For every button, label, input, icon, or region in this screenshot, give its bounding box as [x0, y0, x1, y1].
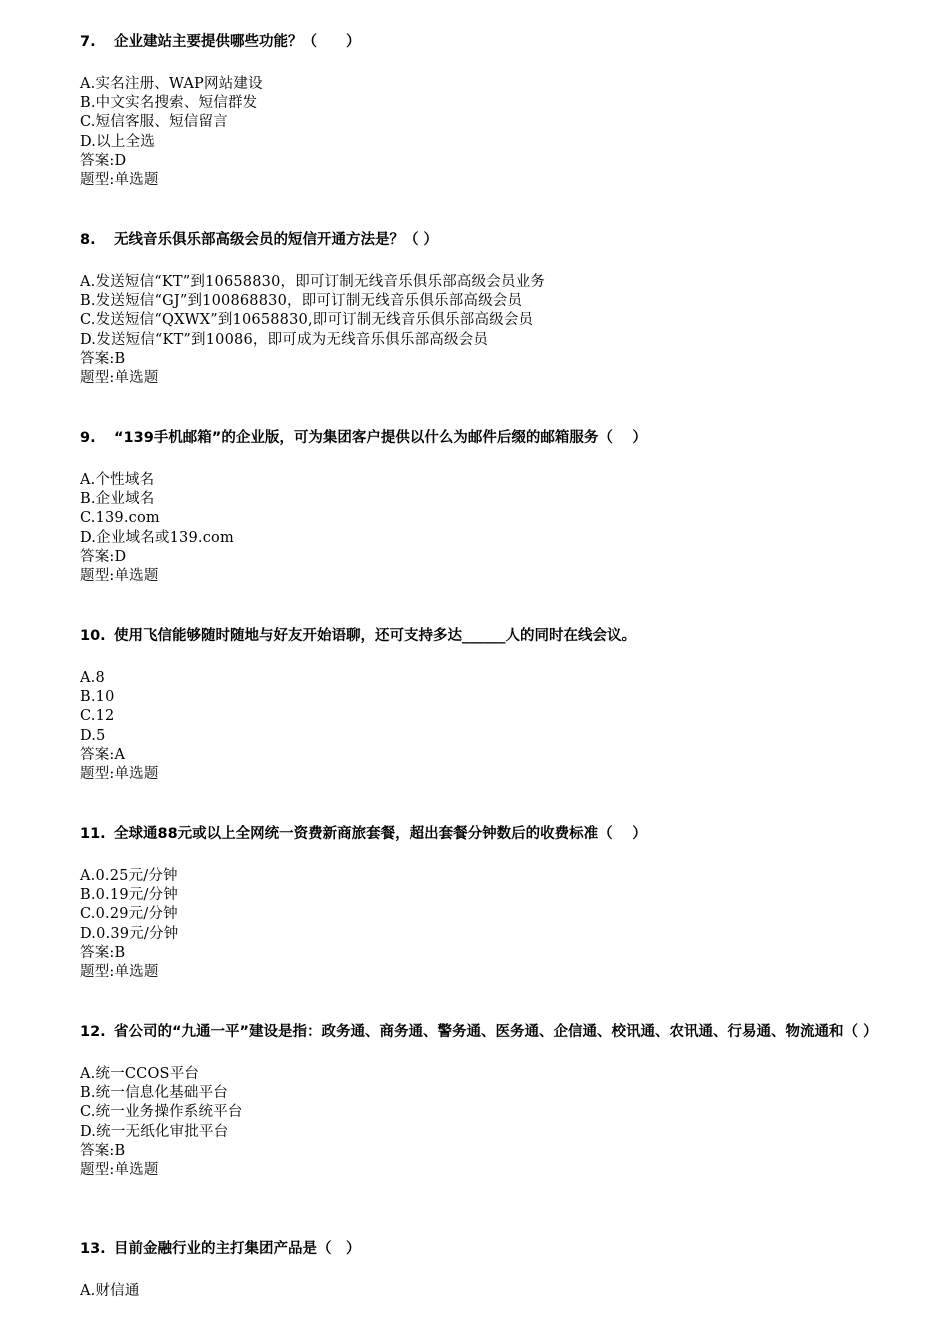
answer-line: 答案:B	[80, 1142, 126, 1159]
question-type-line: 题型:单选题	[80, 172, 159, 189]
question-number: 13.	[80, 1241, 106, 1257]
question-text: 使用飞信能够随时随地与好友开始语聊，还可支持多达______人的同时在线会议。	[114, 628, 636, 644]
question-number: 8.	[80, 232, 96, 248]
question-title	[80, 627, 930, 646]
question-number: 12.	[80, 1024, 106, 1040]
option-d: D.5	[80, 727, 106, 744]
options-list	[80, 1065, 930, 1180]
option-a: A.财信通	[80, 1283, 140, 1299]
option-c: C.12	[80, 708, 115, 725]
option-a: A.统一CCOS平台	[80, 1066, 200, 1082]
question-text: 无线音乐俱乐部高级会员的短信开通方法是？（ ）	[114, 232, 439, 248]
option-a: A.0.25元/分钟	[80, 868, 178, 884]
question-text: “139手机邮箱”的企业版，可为集团客户提供以什么为邮件后缀的邮箱服务（ ）	[114, 430, 647, 446]
option-d: D.企业域名或139.com	[80, 529, 234, 546]
option-b: B.企业域名	[80, 491, 155, 508]
option-c: C.短信客服、短信留言	[80, 114, 228, 131]
question-text: 省公司的“九通一平”建设是指：政务通、商务通、警务通、医务通、企信通、校讯通、农讯通、行易通、物流通和（ ）	[114, 1024, 878, 1040]
question-type-line: 题型:单选题	[80, 964, 159, 981]
option-b: B.发送短信“GJ”到100868830，即可订制无线音乐俱乐部高级会员	[80, 293, 523, 310]
question-number: 7.	[80, 34, 96, 50]
answer-line: 答案:B	[80, 350, 126, 367]
question-text: 目前金融行业的主打集团产品是（ ）	[114, 1241, 361, 1257]
option-d: D.统一无纸化审批平台	[80, 1123, 229, 1140]
question-9	[80, 429, 930, 586]
question-7	[80, 33, 930, 190]
question-text: 全球通88元或以上全网统一资费新商旅套餐，超出套餐分钟数后的收费标准（ ）	[114, 826, 647, 842]
question-text: 企业建站主要提供哪些功能？（ ）	[114, 34, 361, 50]
option-a: A.实名注册、WAP网站建设	[80, 76, 263, 92]
answer-line: 答案:A	[80, 746, 126, 763]
option-a: A.个性域名	[80, 472, 155, 488]
question-title	[80, 33, 930, 52]
answer-line: 答案:D	[80, 152, 127, 169]
answer-line: 答案:B	[80, 944, 126, 961]
question-title	[80, 1240, 930, 1259]
option-d: D.0.39元/分钟	[80, 925, 179, 942]
option-c: C.139.com	[80, 510, 160, 527]
option-b: B.0.19元/分钟	[80, 887, 178, 904]
question-type-line: 题型:单选题	[80, 568, 159, 585]
question-title	[80, 429, 930, 448]
question-type-line: 题型:单选题	[80, 1162, 159, 1179]
question-type-line: 题型:单选题	[80, 766, 159, 783]
option-d: D.发送短信“KT”到10086，即可成为无线音乐俱乐部高级会员	[80, 331, 489, 348]
question-number: 9.	[80, 430, 96, 446]
question-number: 10.	[80, 628, 106, 644]
option-d: D.以上全选	[80, 133, 155, 150]
question-10	[80, 627, 930, 784]
option-b: B.统一信息化基础平台	[80, 1085, 228, 1102]
question-title	[80, 825, 930, 844]
options-list	[80, 471, 930, 586]
option-a: A.发送短信“KT”到10658830，即可订制无线音乐俱乐部高级会员业务	[80, 274, 546, 290]
options-list	[80, 1282, 930, 1301]
options-list	[80, 867, 930, 982]
question-13	[80, 1240, 930, 1301]
options-list	[80, 75, 930, 190]
option-a: A.8	[80, 670, 105, 686]
option-b: B.10	[80, 689, 115, 706]
question-title	[80, 1023, 930, 1042]
question-number: 11.	[80, 826, 106, 842]
option-c: C.0.29元/分钟	[80, 906, 178, 923]
question-8	[80, 231, 930, 388]
question-11	[80, 825, 930, 982]
answer-line: 答案:D	[80, 548, 127, 565]
option-c: C.统一业务操作系统平台	[80, 1104, 243, 1121]
question-title	[80, 231, 930, 250]
question-type-line: 题型:单选题	[80, 370, 159, 387]
option-b: B.中文实名搜索、短信群发	[80, 95, 258, 112]
question-12	[80, 1023, 930, 1180]
option-c: C.发送短信“QXWX”到10658830,即可订制无线音乐俱乐部高级会员	[80, 312, 534, 329]
options-list	[80, 669, 930, 784]
options-list	[80, 273, 930, 388]
